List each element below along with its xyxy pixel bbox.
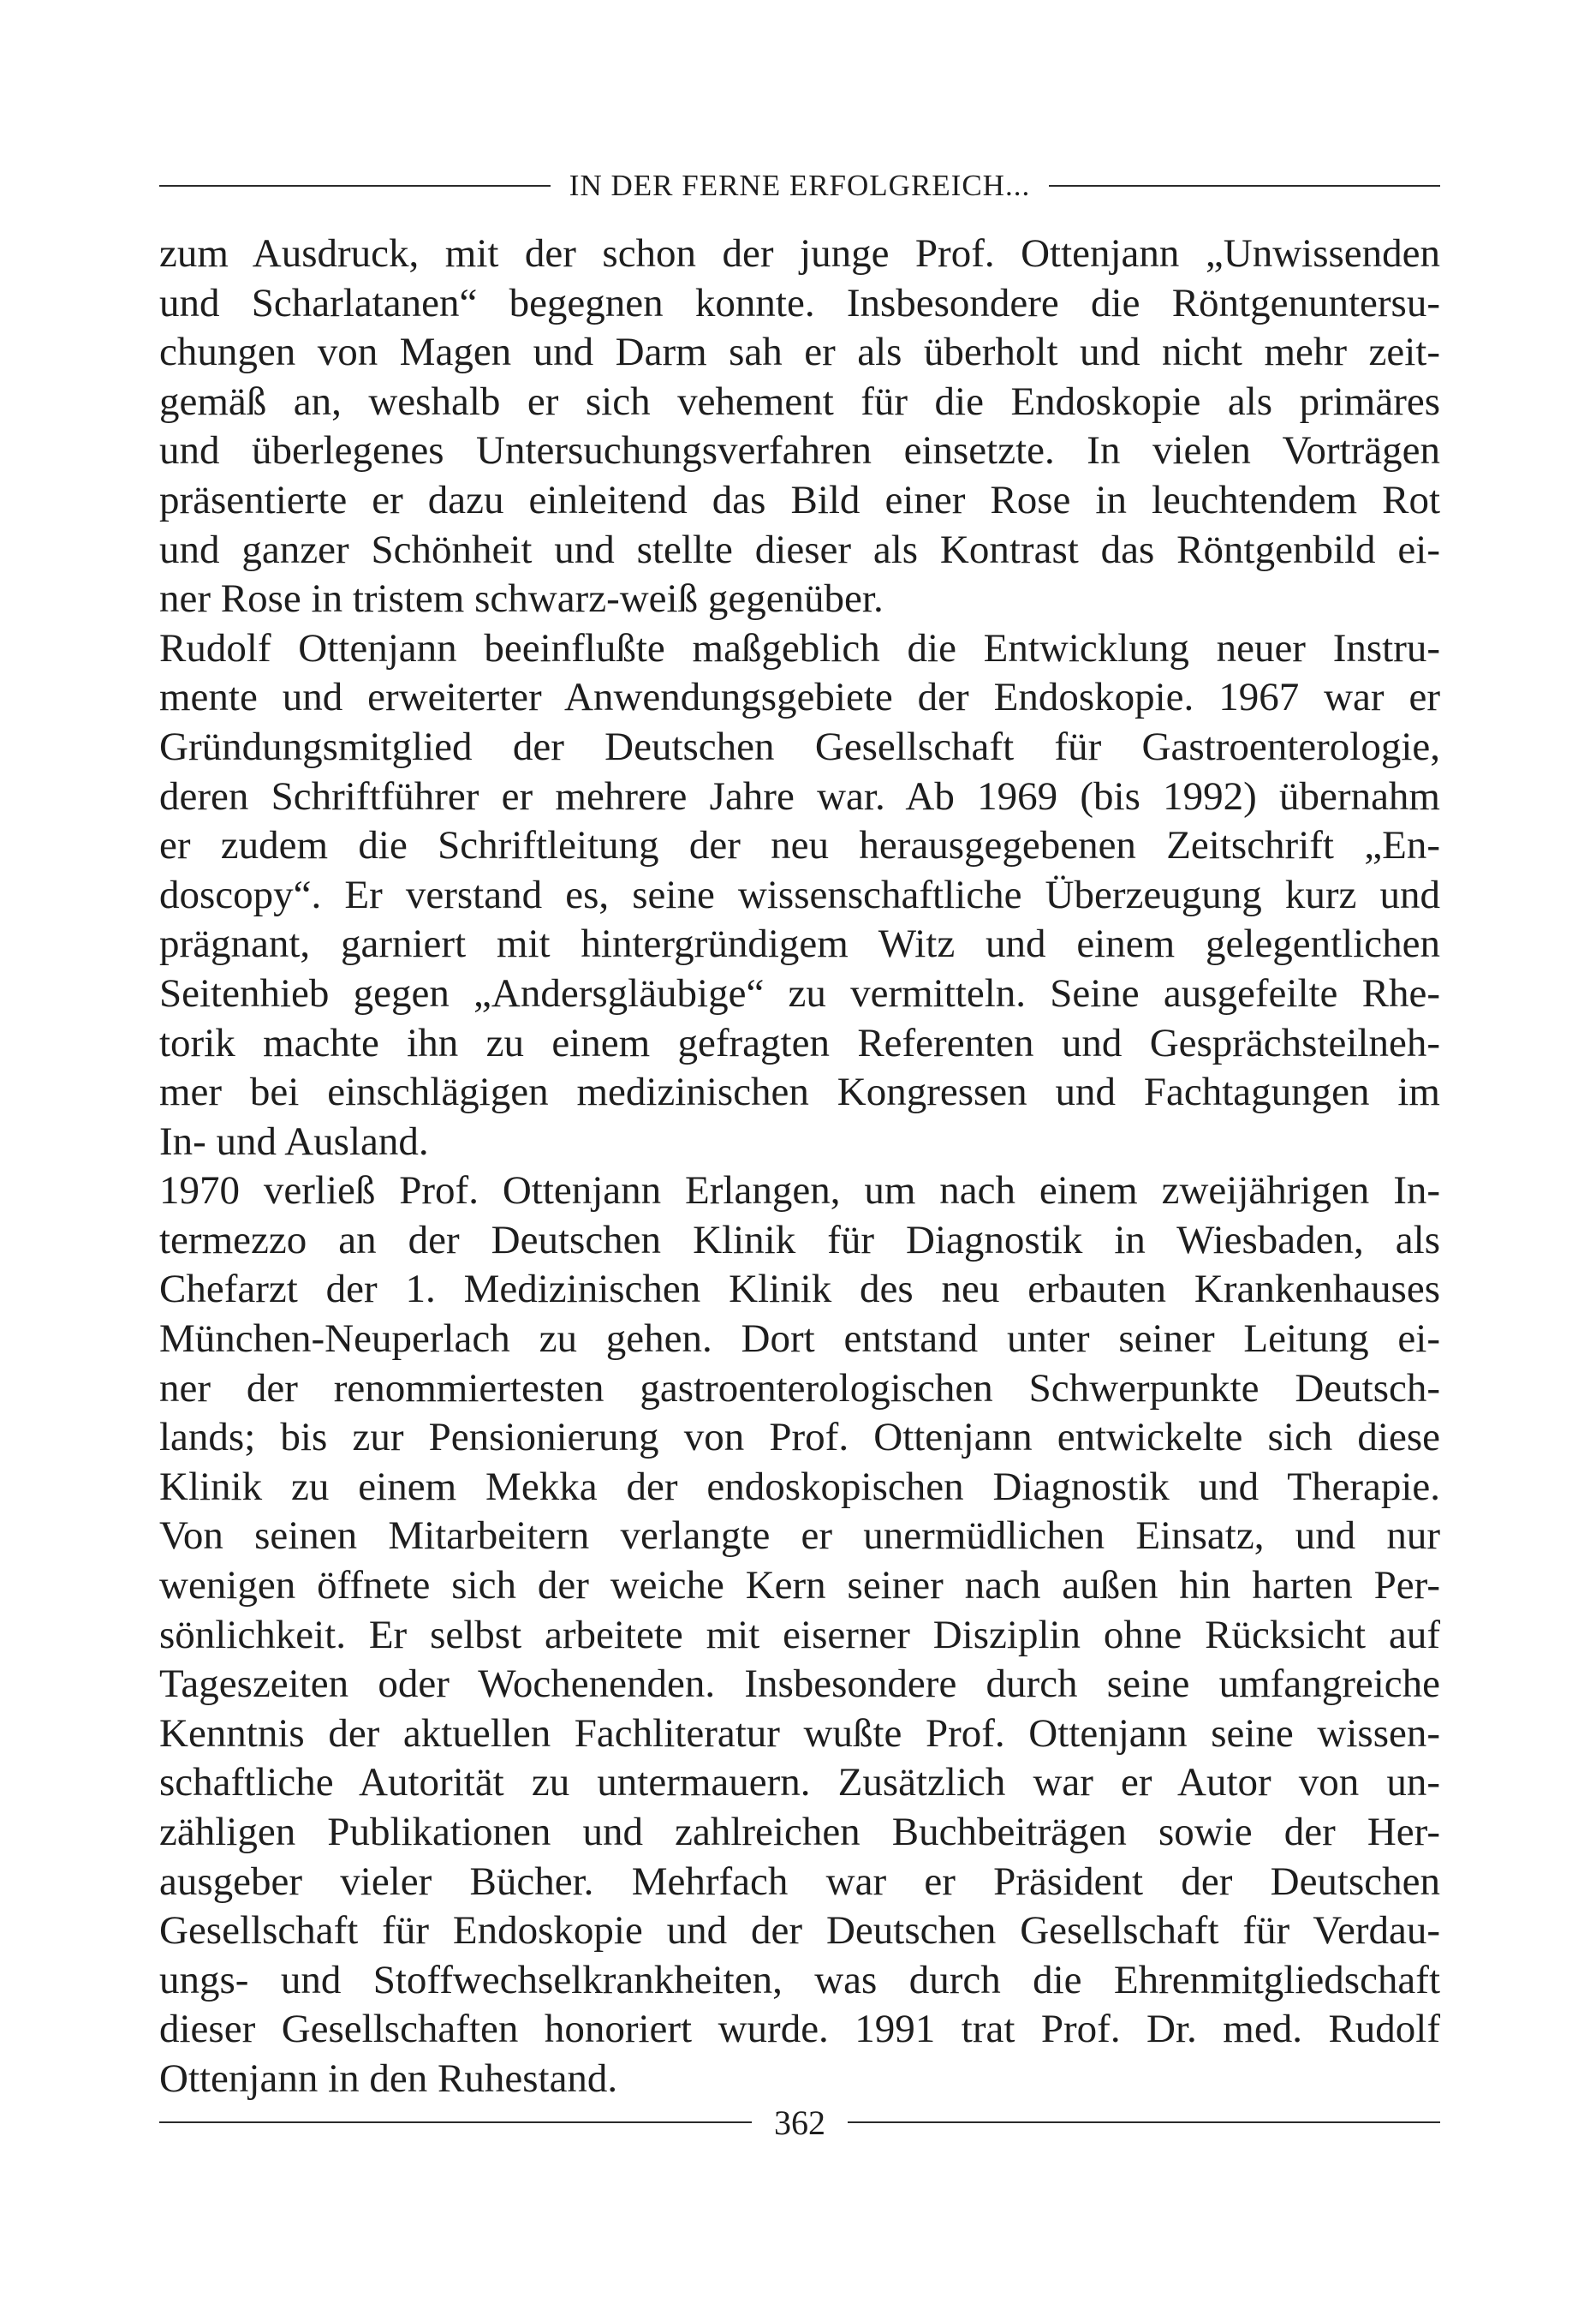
text-line: ausgeber vieler Bücher. Mehrfach war er Präsident der Deutschen <box>159 1859 1440 1904</box>
text-line: sönlichkeit. Er selbst arbeitete mit eiserner Disziplin ohne Rücksicht auf <box>159 1612 1440 1657</box>
text-line: Rudolf Ottenjann beeinflußte maßgeblich die Entwicklung neuer Instru- <box>159 625 1440 671</box>
running-title: IN DER FERNE ERFOLGREICH... <box>569 169 1031 202</box>
text-line: zum Ausdruck, mit der schon der junge Prof. Ottenjann „Unwissenden <box>159 231 1440 276</box>
text-line: Tageszeiten oder Wochenenden. Insbesondere durch seine umfangreiche <box>159 1662 1440 1707</box>
footer-rule-left <box>159 2121 752 2123</box>
footer-rule-right <box>848 2121 1440 2123</box>
text-line: und überlegenes Untersuchungsverfahren einsetzte. In vielen Vorträgen <box>159 428 1440 474</box>
text-line: ungs- und Stoffwechselkrankheiten, was durch die Ehrenmitgliedschaft <box>159 1957 1440 2002</box>
text-line: doscopy“. Er verstand es, seine wissenschaftliche Überzeugung kurz und <box>159 872 1440 917</box>
text-line: mer bei einschlägigen medizinischen Kongressen und Fachtagungen im <box>159 1070 1440 1115</box>
paragraph <box>159 624 1440 1167</box>
text-line: torik machte ihn zu einem gefragten Referenten und Gesprächsteilneh- <box>159 1020 1440 1065</box>
running-header <box>159 164 1440 207</box>
text-line: und ganzer Schönheit und stellte dieser als Kontrast das Röntgenbild ei- <box>159 527 1440 572</box>
text-line: dieser Gesellschaften honoriert wurde. 1991 trat Prof. Dr. med. Rudolf <box>159 2007 1440 2052</box>
text-line: Gründungsmitglied der Deutschen Gesellschaft für Gastroenterologie, <box>159 724 1440 769</box>
text-line: chungen von Magen und Darm sah er als überholt und nicht mehr zeit- <box>159 330 1440 375</box>
text-line: ner der renommiertesten gastroenterologischen Schwerpunkte Deutsch- <box>159 1365 1440 1411</box>
paragraph <box>159 1166 1440 2103</box>
text-line: Gesellschaft für Endoskopie und der Deutschen Gesellschaft für Verdau- <box>159 1908 1440 1954</box>
page-footer <box>159 2097 1440 2148</box>
text-line: schaftliche Autorität zu untermauern. Zusätzlich war er Autor von un- <box>159 1760 1440 1805</box>
text-line: präsentierte er dazu einleitend das Bild einer Rose in leuchtendem Rot <box>159 477 1440 522</box>
text-line: lands; bis zur Pensionierung von Prof. Ottenjann entwickelte sich diese <box>159 1415 1440 1460</box>
text-line: Klinik zu einem Mekka der endoskopischen Diagnostik und Therapie. <box>159 1464 1440 1509</box>
page-number: 362 <box>774 2103 825 2142</box>
text-line: mente und erweiterter Anwendungsgebiete der Endoskopie. 1967 war er <box>159 675 1440 720</box>
text-line: er zudem die Schriftleitung der neu herausgegebenen Zeitschrift „En- <box>159 823 1440 868</box>
header-rule-right <box>1049 185 1440 187</box>
text-line: 1970 verließ Prof. Ottenjann Erlangen, um nach einem zweijährigen In- <box>159 1168 1440 1214</box>
text-line: Ottenjann in den Ruhestand. <box>159 2055 618 2101</box>
text-line: Seitenhieb gegen „Andersgläubige“ zu vermitteln. Seine ausgefeilte Rhe- <box>159 970 1440 1016</box>
text-line: zähligen Publikationen und zahlreichen Buchbeiträgen sowie der Her- <box>159 1810 1440 1854</box>
body-text <box>159 230 1440 2104</box>
text-line: und Scharlatanen“ begegnen konnte. Insbesondere die Röntgenuntersu- <box>159 280 1440 325</box>
text-line: deren Schriftführer er mehrere Jahre war. Ab 1969 (bis 1992) übernahm <box>159 773 1440 819</box>
paragraph <box>159 230 1440 624</box>
text-line: wenigen öffnete sich der weiche Kern seiner nach außen hin harten Per- <box>159 1563 1440 1608</box>
text-line: termezzo an der Deutschen Klinik für Diagnostik in Wiesbaden, als <box>159 1217 1440 1262</box>
text-line: gemäß an, weshalb er sich vehement für die Endoskopie als primäres <box>159 379 1440 424</box>
header-rule-left <box>159 185 551 187</box>
text-line: prägnant, garniert mit hintergründigem Witz und einem gelegentlichen <box>159 922 1440 967</box>
text-line: ner Rose in tristem schwarz-weiß gegenüber. <box>159 576 884 622</box>
text-line: Chefarzt der 1. Medizinischen Klinik des neu erbauten Krankenhauses <box>159 1267 1440 1312</box>
text-line: In- und Ausland. <box>159 1119 429 1164</box>
text-line: Von seinen Mitarbeitern verlangte er unermüdlichen Einsatz, und nur <box>159 1513 1440 1559</box>
text-line: München-Neuperlach zu gehen. Dort entstand unter seiner Leitung ei- <box>159 1316 1440 1362</box>
text-line: Kenntnis der aktuellen Fachliteratur wußte Prof. Ottenjann seine wissen- <box>159 1710 1440 1756</box>
